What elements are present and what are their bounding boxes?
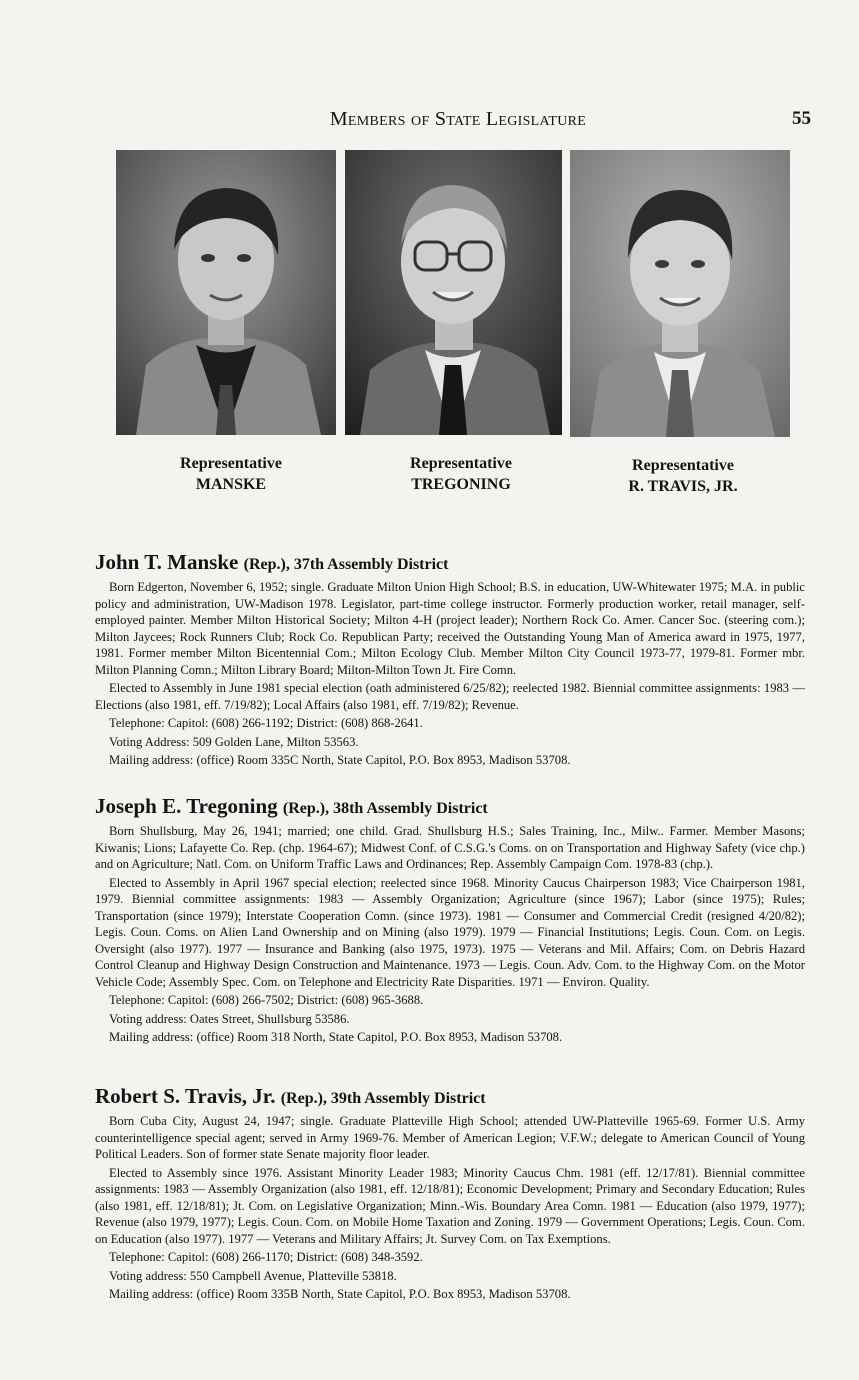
photo-caption-tregoning: [356, 453, 566, 495]
party-district: (Rep.), 39th Assembly District: [280, 1090, 486, 1107]
telephone-line: Telephone: Capitol: (608) 266-7502; District: (608) 965-3688.: [109, 993, 424, 1007]
photo-caption-manske: [126, 453, 336, 495]
party-district: (Rep.), 38th Assembly District: [282, 800, 488, 817]
caption-role: Representative: [180, 455, 282, 472]
party-district: (Rep.), 37th Assembly District: [243, 556, 449, 573]
bio-heading: [95, 1084, 805, 1111]
page-title: Members of State Legislature: [329, 108, 587, 130]
page-number: 55: [792, 108, 811, 129]
caption-name: R. TRAVIS, JR.: [628, 478, 738, 495]
bio-paragraph: Born Shullsburg, May 26, 1941; married; one child. Grad. Shullsburg H.S.; Sales Training, Inc., Milw.. Farmer. Member Masons; Kiwanis; Lions; Lafayette Co. Rep. (chp. 1964-67); Midwest Conf. of C.S.G.'s Coms. on on Transportation and Highway Safety (vice chp.) and on Agriculture; Natl. Com. on Uniform Traffic Laws and Ordinances; Rep. Assembly Campaign Com. 1978-83 (chp.).: [95, 824, 805, 871]
bio-paragraph: Elected to Assembly in June 1981 special election (oath administered 6/25/82); reelected 1982. Biennial committee assignments: 1983 — Elections (also 1981, eff. 7/19/82); Local Affairs (also 1981, eff. 7/19/82); Revenue.: [95, 681, 805, 712]
portrait-photo-manske: [116, 150, 336, 435]
telephone-line: Telephone: Capitol: (608) 266-1170; District: (608) 348-3592.: [109, 1250, 423, 1264]
member-name: John T. Manske: [95, 550, 239, 574]
mailing-address-line: Mailing address: (office) Room 335B North, State Capitol, P.O. Box 8953, Madison 53708.: [109, 1287, 571, 1301]
caption-role: Representative: [632, 457, 734, 474]
bio-heading: [95, 794, 805, 821]
caption-name: MANSKE: [195, 476, 267, 493]
photo-caption-travis: [578, 455, 788, 497]
mailing-address-line: Mailing address: (office) Room 335C North, State Capitol, P.O. Box 8953, Madison 53708.: [109, 753, 571, 767]
bio-paragraph: Elected to Assembly in April 1967 special election; reelected since 1968. Minority Caucus Chairperson 1983; Vice Chairperson 1981, 1979. Biennial committee assignments: 1983 — Assembly Organization; Agriculture (since 1967); Labor (since 1975); Rules; Transportation (since 1979); Interstate Cooperation Comn. (since 1973). 1981 — Consumer and Commercial Credit (resigned 4/20/82); Legis. Coun. Coms. on Alien Land Ownership and on Mining (also 1979). 1979 — Financial Institutions; Legis. Coun. Com. on Legis. Oversight (also 1977). 1977 — Insurance and Banking (also 1975, 1973). 1975 — Veterans and Mil. Affairs; Com. on Debris Hazard Control Cleanup and Highway Design Construction and Maintenance. 1973 — Legis. Coun. Adv. Com. to the Highway Com. on the Motor Vehicle Code; Assembly Spec. Com. on Telephone and Electricity Rate Disparities. 1971 — Environ. Quality.: [95, 875, 805, 989]
member-name: Joseph E. Tregoning: [95, 794, 278, 818]
bio-heading: [95, 550, 805, 577]
caption-name: TREGONING: [411, 476, 511, 493]
bio-paragraph: Born Cuba City, August 24, 1947; single. Graduate Platteville High School; attended UW-Platteville 1965-69. Former U.S. Army counterintelligence special agent; served in Army 1969-76. Member of American Legion; V.F.W.; delegate to American Council of Young Political Leaders. Son of former state Senate majority floor leader.: [95, 1114, 805, 1161]
portrait-photo-tregoning: [345, 150, 562, 435]
bio-paragraph: Elected to Assembly since 1976. Assistant Minority Leader 1983; Minority Caucus Chm. 1981 (eff. 12/17/81). Biennial committee assignments: 1983 — Assembly Organization (also 1981, eff. 12/18/81); Economic Development; Primary and Secondary Education; Rules (also 1981, eff. 12/18/81); Jt. Com. on Legislative Organization; Minn.-Wis. Boundary Area Comn. 1981 — Education (also 1979, 1977); Revenue (also 1979, 1977); Legis. Coun. Com. on Mobile Home Taxation and Zoning. 1979 — Government Operations; Legis. Coun. Com. on Education (also 1977). 1977 — Veterans and Military Affairs; Jt. Survey Com. on Tax Exemptions.: [95, 1165, 805, 1246]
telephone-line: Telephone: Capitol: (608) 266-1192; District: (608) 868-2641.: [109, 716, 423, 730]
voting-address-line: Voting address: Oates Street, Shullsburg 53586.: [109, 1011, 350, 1026]
page-header: [0, 108, 859, 138]
member-name: Robert S. Travis, Jr.: [95, 1084, 276, 1108]
bio-tregoning: [95, 794, 805, 1048]
voting-address-line: Voting address: 550 Campbell Avenue, Platteville 53818.: [109, 1268, 397, 1283]
bio-paragraph: Born Edgerton, November 6, 1952; single. Graduate Milton Union High School; B.S. in education, UW-Whitewater 1975; M.A. in public policy and administration, UW-Madison 1978. Legislator, part-time college instructor. Formerly production worker, retail manager, self-employed painter. Member Milton Historical Society; Milton 4-H (project leader); Northern Rock Co. Amer. Cancer Soc. (steering com.); Milton Jaycees; Rock Runners Club; Rock Co. Republican Party; received the Outstanding Young Man of America award in 1975, 1977, 1981. Former member Milton Bicentennial Com.; Milton Ecology Club. Member Milton City Council 1973-77, 1979-81. Former mbr. Milton Planning Comn.; Milton Library Board; Milton-Milton Town Jt. Fire Comn.: [95, 580, 805, 677]
bio-travis: [95, 1084, 805, 1305]
portrait-photo-travis: [570, 150, 790, 437]
voting-address-line: Voting Address: 509 Golden Lane, Milton 53563.: [109, 734, 359, 749]
mailing-address-line: Mailing address: (office) Room 318 North, State Capitol, P.O. Box 8953, Madison 53708.: [109, 1030, 563, 1044]
caption-role: Representative: [410, 455, 512, 472]
bio-manske: [95, 550, 805, 771]
